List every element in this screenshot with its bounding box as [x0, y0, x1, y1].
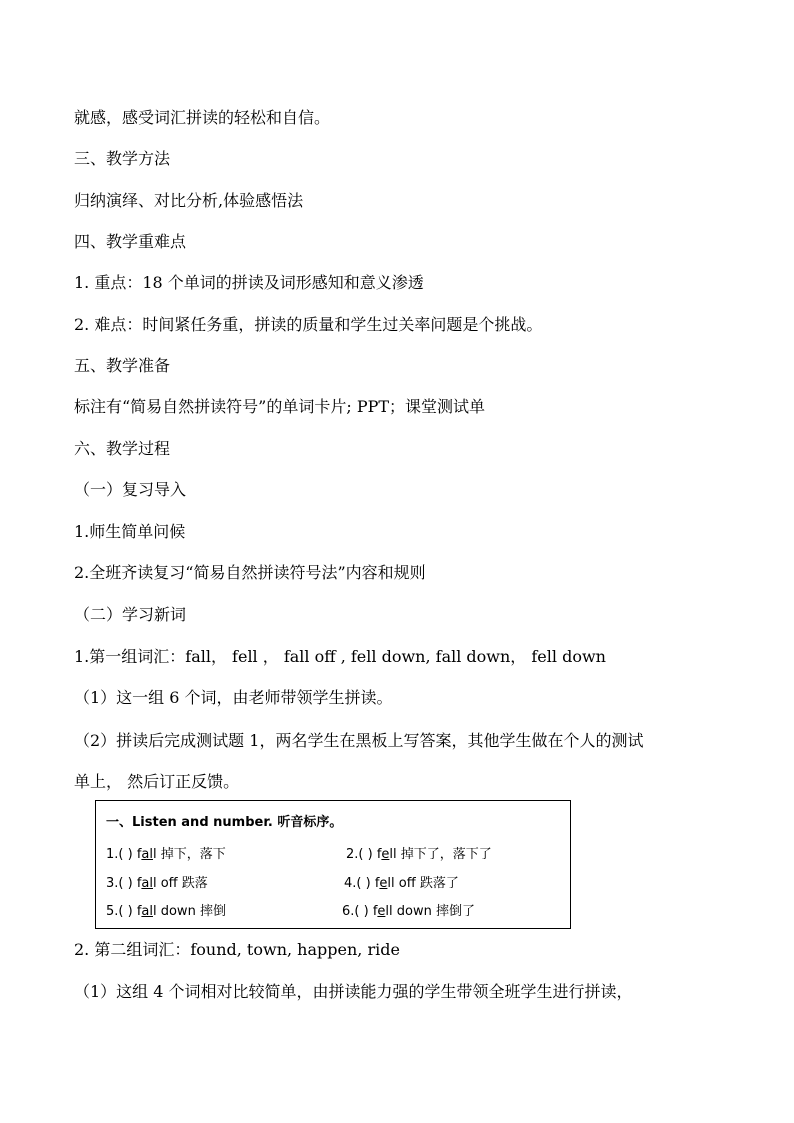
exercise-item — [106, 876, 208, 892]
paragraph-group-two: 2. 第二组词汇：found, town, happen, ride — [74, 940, 400, 959]
item-word: fall off — [136, 876, 178, 891]
item-word: fall — [136, 847, 157, 862]
item-meaning: 摔倒了 — [435, 904, 475, 919]
paragraph-group-two-step-1: （1）这组 4 个词相对比较简单，由拼读能力强的学生带领全班学生进行拼读， — [74, 982, 633, 1001]
item-meaning: 摔倒 — [199, 904, 226, 919]
item-number: 5.( ) — [106, 904, 133, 919]
exercise-item — [346, 847, 492, 863]
section-heading-methods: 三、教学方法 — [74, 149, 171, 168]
item-word: fell off — [374, 876, 416, 891]
paragraph-preparation: 标注有“简易自然拼读符号”的单词卡片; PPT；课堂测试单 — [74, 397, 486, 416]
paragraph-difficulty: 2. 难点：时间紧任务重，拼读的质量和学生过关率问题是个挑战。 — [74, 315, 543, 334]
paragraph-methods: 归纳演绎、对比分析,体验感悟法 — [74, 191, 304, 210]
exercise-box — [95, 800, 571, 929]
section-heading-key-points: 四、教学重难点 — [74, 232, 187, 251]
item-number: 4.( ) — [344, 876, 371, 891]
paragraph-key-point: 1. 重点：18 个单词的拼读及词形感知和意义渗透 — [74, 273, 424, 292]
item-number: 3.( ) — [106, 876, 133, 891]
item-word: fell — [376, 847, 397, 862]
exercise-item — [344, 876, 459, 892]
item-number: 2.( ) — [346, 847, 373, 862]
item-meaning: 掉下，落下 — [160, 847, 226, 862]
item-word: fell down — [372, 904, 432, 919]
subheading-new-words: （二）学习新词 — [74, 605, 187, 624]
paragraph-group-one-step-2-cont: 单上， 然后订正反馈。 — [74, 772, 240, 791]
paragraph-1: 就感，感受词汇拼读的轻松和自信。 — [74, 108, 331, 127]
paragraph-review-rules: 2.全班齐读复习“简易自然拼读符号法”内容和规则 — [74, 563, 426, 582]
item-meaning: 跌落了 — [419, 876, 459, 891]
item-number: 1.( ) — [106, 847, 133, 862]
paragraph-group-one-step-1: （1）这一组 6 个词，由老师带领学生拼读。 — [74, 688, 393, 707]
paragraph-greeting: 1.师生简单问候 — [74, 522, 186, 541]
exercise-item — [342, 904, 475, 920]
paragraph-group-one: 1.第一组词汇：fall， fell ， fall off , fell down, fall down， fell down — [74, 647, 606, 666]
item-meaning: 跌落 — [181, 876, 208, 891]
subheading-review: （一）复习导入 — [74, 480, 187, 499]
exercise-item — [106, 847, 226, 863]
item-number: 6.( ) — [342, 904, 369, 919]
exercise-title: 一、Listen and number. 听音标序。 — [106, 815, 343, 830]
section-heading-preparation: 五、教学准备 — [74, 356, 171, 375]
section-heading-process: 六、教学过程 — [74, 439, 171, 458]
item-meaning: 掉下了，落下了 — [400, 847, 492, 862]
item-word: fall down — [136, 904, 196, 919]
exercise-item — [106, 904, 226, 920]
paragraph-group-one-step-2: （2）拼读后完成测试题 1，两名学生在黑板上写答案，其他学生做在个人的测试 — [74, 731, 644, 750]
